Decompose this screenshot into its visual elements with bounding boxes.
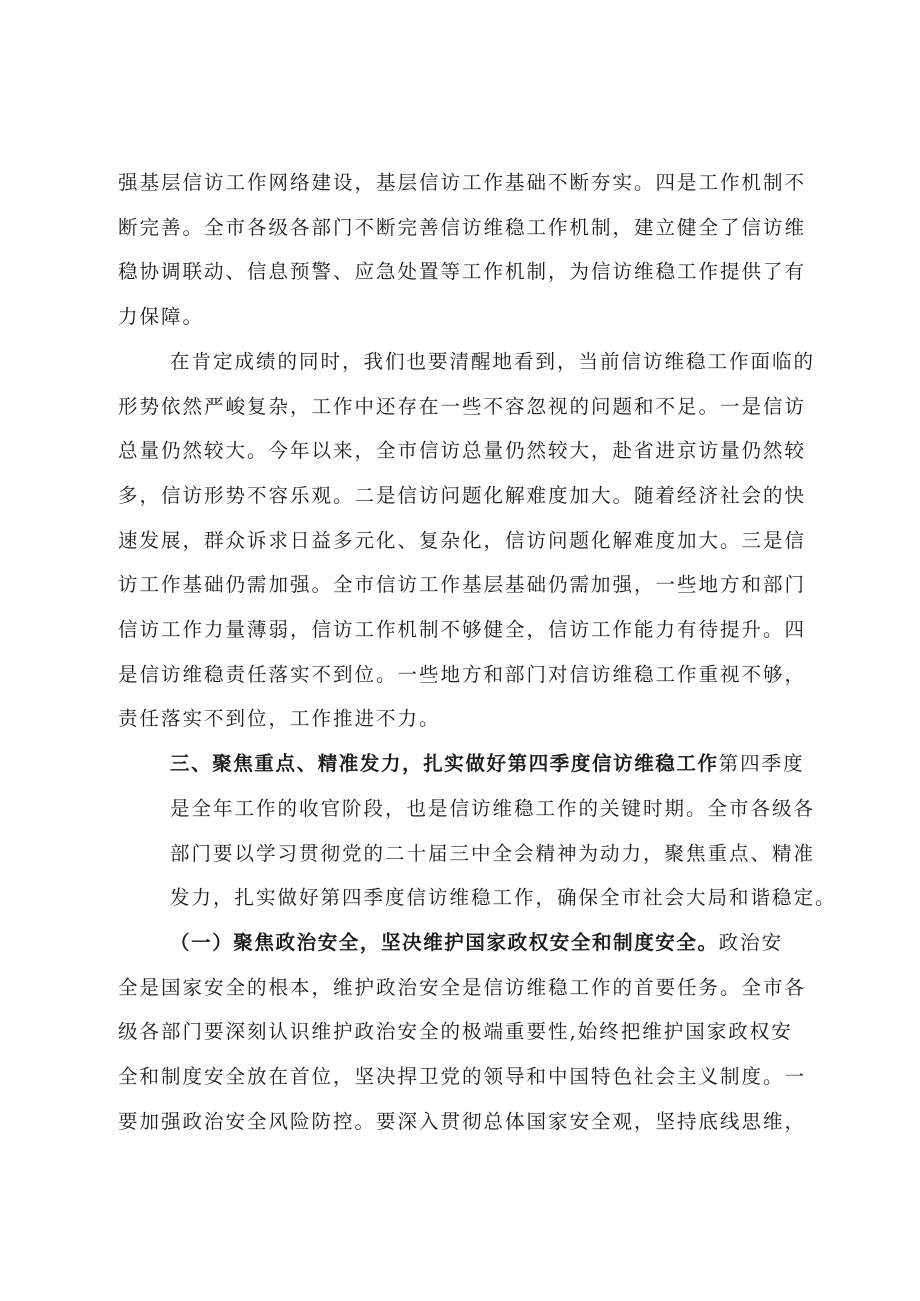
body-text: 第四季度 bbox=[718, 752, 805, 776]
text-line bbox=[118, 699, 818, 739]
body-text: 政治安 bbox=[718, 930, 784, 954]
body-text: 总量仍然较大。今年以来，全市信访总量仍然较大，赴省进京访量仍然较 bbox=[118, 439, 807, 463]
bold-heading-text: 三、聚焦重点、精准发力，扎实做好第四季度信访维稳工作 bbox=[170, 752, 719, 776]
text-line bbox=[118, 1102, 818, 1142]
body-text: 是全年工作的收官阶段，也是信访维稳工作的关键时期。全市各级各 bbox=[170, 796, 816, 820]
body-text: 信访工作力量薄弱，信访工作机制不够健全，信访工作能力有待提升。四 bbox=[118, 618, 807, 641]
text-line bbox=[170, 923, 870, 963]
text-line bbox=[118, 163, 818, 203]
body-text: 是信访维稳责任落实不到位。一些地方和部门对信访维稳工作重视不够， bbox=[118, 662, 807, 686]
text-line bbox=[118, 1012, 818, 1052]
text-line bbox=[118, 610, 818, 650]
body-text: 速发展，群众诉求日益多元化、复杂化，信访问题化解难度加大。三是信 bbox=[118, 528, 807, 552]
text-line bbox=[118, 521, 818, 561]
text-line bbox=[118, 387, 818, 427]
text-line bbox=[170, 834, 870, 874]
text-line bbox=[170, 878, 870, 918]
text-line bbox=[170, 789, 870, 829]
body-text: 强基层信访工作网络建设，基层信访工作基础不断夯实。四是工作机制不 bbox=[118, 171, 807, 194]
text-line bbox=[118, 297, 818, 337]
text-line bbox=[170, 744, 870, 784]
body-text: 责任落实不到位，工作推进不力。 bbox=[118, 707, 441, 731]
body-text: 发力，扎实做好第四季度信访维稳工作，确保全市社会大局和谐稳定。 bbox=[170, 886, 837, 910]
body-text: 全和制度安全放在首位，坚决捍卫党的领导和中国特色社会主义制度。一 bbox=[118, 1065, 807, 1088]
body-text: 力保障。 bbox=[118, 305, 205, 329]
text-line bbox=[118, 1057, 818, 1097]
body-text: 在肯定成绩的同时，我们也要清醒地看到，当前信访维稳工作面临的 bbox=[170, 349, 816, 373]
body-text: 断完善。全市各级各部门不断完善信访维稳工作机制，建立健全了信访维 bbox=[118, 215, 807, 239]
bold-heading-text: （一）聚焦政治安全，坚决维护国家政权安全和制度安全。 bbox=[170, 930, 719, 954]
text-line bbox=[118, 431, 818, 471]
text-line bbox=[118, 476, 818, 516]
text-line bbox=[118, 655, 818, 695]
text-line bbox=[118, 208, 818, 248]
body-text: 稳协调联动、信息预警、应急处置等工作机制，为信访维稳工作提供了有 bbox=[118, 260, 807, 284]
text-line bbox=[118, 968, 818, 1008]
body-text: 要加强政治安全风险防控。要深入贯彻总体国家安全观，坚持底线思维， bbox=[118, 1109, 807, 1133]
body-text: 形势依然严峻复杂，工作中还存在一些不容忽视的问题和不足。一是信访 bbox=[118, 394, 807, 418]
body-text: 级各部门要深刻认识维护政治安全的极端重要性,始终把维护国家政权安 bbox=[118, 1020, 793, 1044]
text-line bbox=[118, 252, 818, 292]
body-text: 访工作基础仍需加强。全市信访工作基层基础仍需加强，一些地方和部门 bbox=[118, 573, 807, 597]
body-text: 多，信访形势不容乐观。二是信访问题化解难度加大。随着经济社会的快 bbox=[118, 483, 807, 507]
text-line bbox=[170, 342, 870, 382]
body-text: 全是国家安全的根本，维护政治安全是信访维稳工作的首要任务。全市各 bbox=[118, 975, 807, 999]
body-text: 部门要以学习贯彻党的二十届三中全会精神为动力，聚焦重点、精准 bbox=[170, 841, 816, 865]
text-line bbox=[118, 565, 818, 605]
